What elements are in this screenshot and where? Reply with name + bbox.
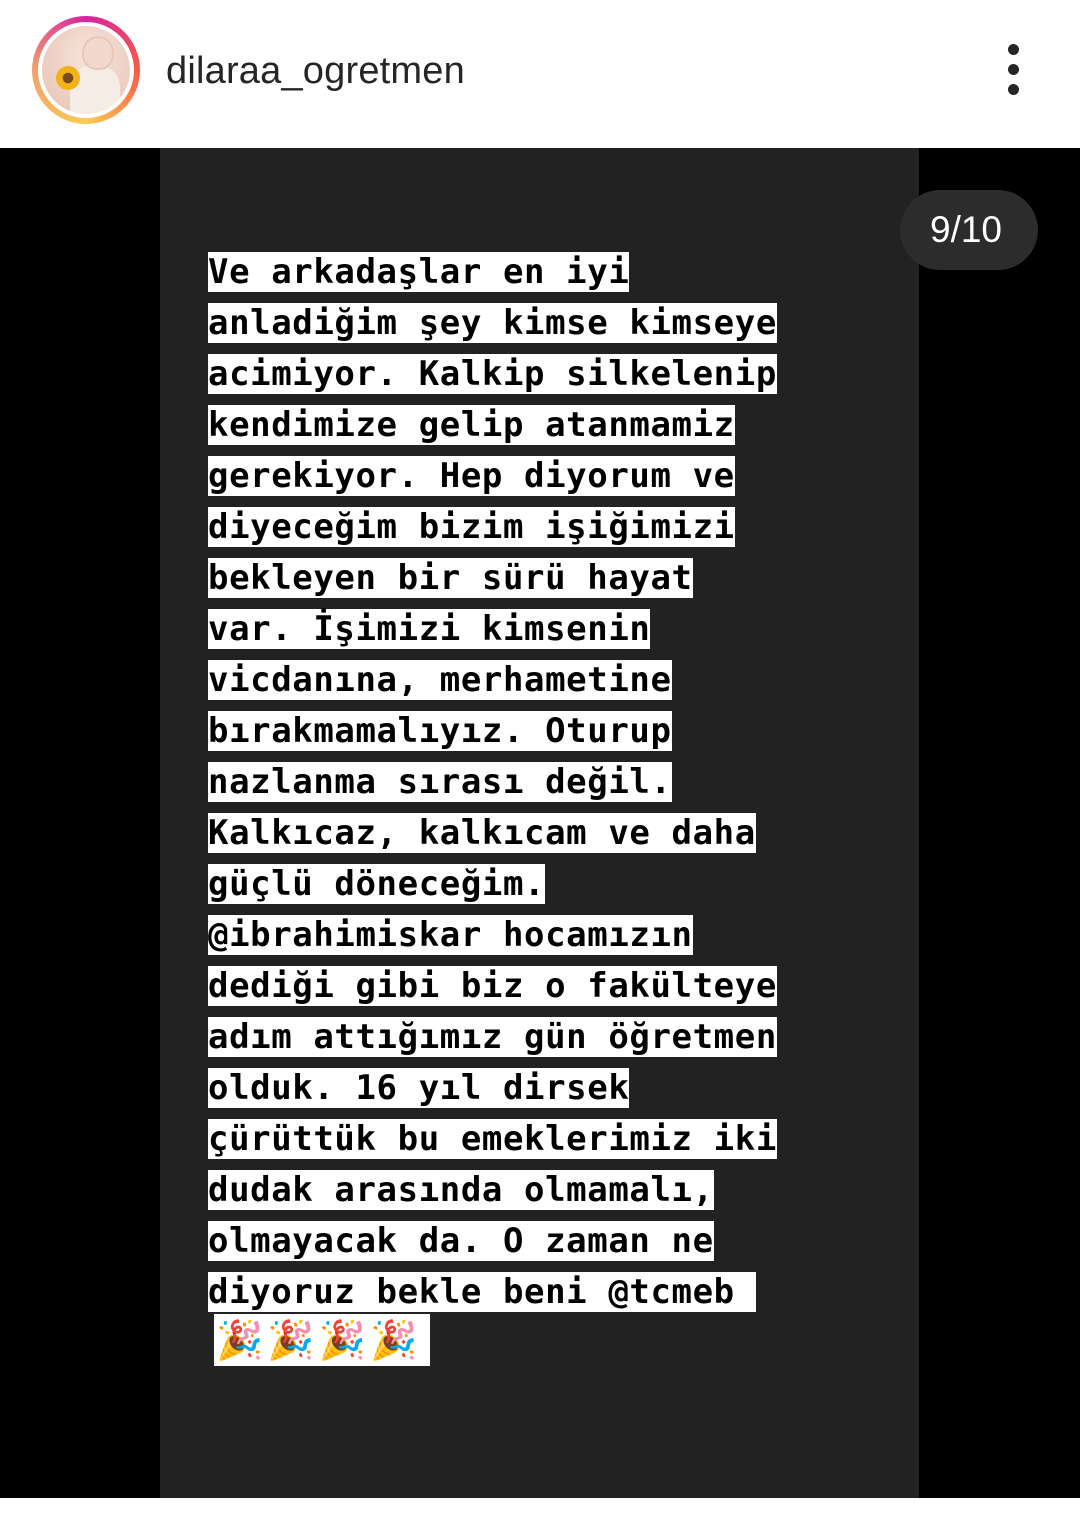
story-text-line xyxy=(208,1221,908,1272)
story-text-line-label: çürüttük bu emeklerimiz iki xyxy=(208,1119,777,1159)
story-frame[interactable] xyxy=(160,148,919,1498)
story-text-line-label: gerekiyor. Hep diyorum ve xyxy=(208,456,735,496)
sunflower-icon xyxy=(56,66,80,90)
story-header xyxy=(0,0,1080,148)
story-text-line xyxy=(208,915,908,966)
story-text-line-label: dediği gibi biz o fakülteye xyxy=(208,966,777,1006)
more-vertical-icon xyxy=(1008,44,1019,55)
avatar-frame xyxy=(38,22,134,118)
story-text-line xyxy=(208,813,908,864)
story-text-line xyxy=(208,609,908,660)
party-popper-icon: 🎉🎉🎉🎉 xyxy=(216,1318,422,1362)
story-text-block xyxy=(208,252,908,1323)
avatar[interactable] xyxy=(32,16,140,124)
story-text-line xyxy=(208,1119,908,1170)
story-text-line-label: vicdanına, merhametine xyxy=(208,660,672,700)
story-text-line-label: olmayacak da. O zaman ne xyxy=(208,1221,714,1261)
story-text-line-label: diyeceğim bizim işiğimizi xyxy=(208,507,735,547)
avatar-illustration xyxy=(42,26,130,114)
story-text-line xyxy=(208,966,908,1017)
story-text-line-label: @ibrahimiskar hocamızın xyxy=(208,915,693,955)
more-options-button[interactable] xyxy=(990,40,1038,100)
story-text-line-label: bekleyen bir sürü hayat xyxy=(208,558,693,598)
bottom-strip xyxy=(0,1498,1080,1520)
username[interactable]: dilaraa_ogretmen xyxy=(166,50,465,92)
story-text-line-label: adım attığımız gün öğretmen xyxy=(208,1017,777,1057)
story-text-line-label: kendimize gelip atanmamiz xyxy=(208,405,735,445)
story-viewer[interactable] xyxy=(0,148,1080,1498)
story-text-line-label: acimiyor. Kalkip silkelenip xyxy=(208,354,777,394)
story-text-line-label: nazlanma sırası değil. xyxy=(208,762,672,802)
more-vertical-icon xyxy=(1008,64,1019,75)
story-text-line-label: güçlü döneceğim. xyxy=(208,864,546,904)
story-text-line-label: bırakmamalıyız. Oturup xyxy=(208,711,672,751)
story-text-line-label: var. İşimizi kimsenin xyxy=(208,609,651,649)
story-text-line xyxy=(208,303,908,354)
story-text-line xyxy=(208,1170,908,1221)
avatar-figure-head xyxy=(82,36,114,70)
party-popper-emoji-row xyxy=(214,1314,430,1366)
more-vertical-icon xyxy=(1008,84,1019,95)
story-text-line xyxy=(208,711,908,762)
story-text-line xyxy=(208,864,908,915)
story-text-line-label: diyoruz bekle beni @tcmeb xyxy=(208,1272,756,1312)
story-text-line-label: anladiğim şey kimse kimseye xyxy=(208,303,777,343)
story-text-line-label: olduk. 16 yıl dirsek xyxy=(208,1068,630,1108)
story-text-line xyxy=(208,558,908,609)
story-text-line-label: dudak arasında olmamalı, xyxy=(208,1170,714,1210)
story-counter-badge xyxy=(900,190,1038,270)
story-text-line xyxy=(208,252,908,303)
story-text-line-label: Ve arkadaşlar en iyi xyxy=(208,252,630,292)
story-counter: 9/10 xyxy=(930,209,1003,250)
story-text-line xyxy=(208,660,908,711)
story-text-line xyxy=(208,354,908,405)
story-text-line-label: Kalkıcaz, kalkıcam ve daha xyxy=(208,813,756,853)
story-text-line xyxy=(208,507,908,558)
story-text-line xyxy=(208,405,908,456)
story-text-line xyxy=(208,456,908,507)
story-text-line xyxy=(208,1017,908,1068)
story-text-line xyxy=(208,1068,908,1119)
story-text-line xyxy=(208,762,908,813)
